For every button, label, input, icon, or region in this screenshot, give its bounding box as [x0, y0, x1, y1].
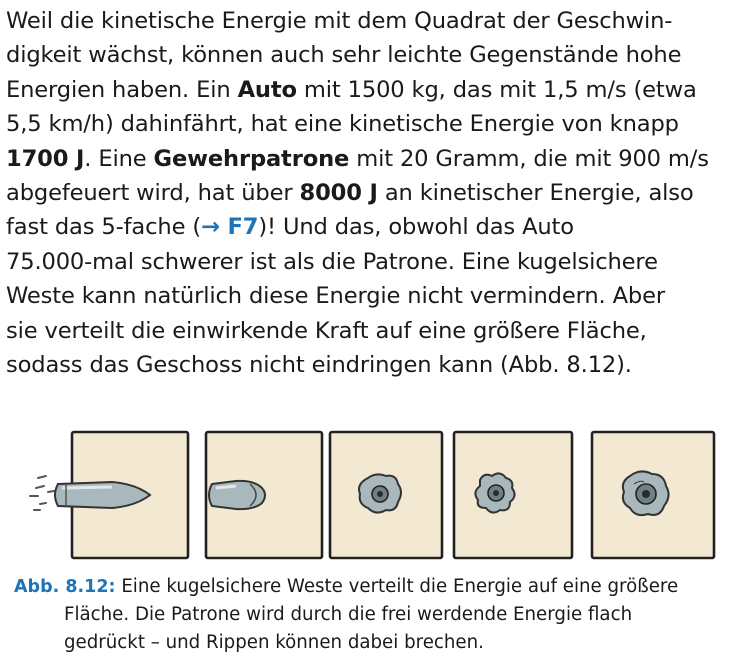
bullet-impact-illustration — [0, 418, 752, 568]
cross-reference-link[interactable]: → F7 — [201, 214, 259, 241]
text-line: 1700 J. Eine Gewehrpatrone mit 20 Gramm, die mit 900 m/s — [6, 145, 709, 172]
speed-lines — [30, 476, 54, 510]
text-line: sodass das Geschoss nicht eindringen kann (Abb. 8.12). — [6, 352, 632, 379]
text-line: Weil die kinetische Energie mit dem Quadrat der Geschwin- — [6, 8, 673, 34]
caption-line: Fläche. Die Patrone wird durch die frei werdende Energie flach — [64, 604, 633, 625]
text-line: fast das 5-fache (→ F7)! Und das, obwohl das Auto — [6, 214, 574, 241]
keyword-1700j: 1700 J — [6, 145, 85, 172]
panel-3 — [330, 432, 442, 558]
text-line: Energien haben. Ein Auto mit 1500 kg, das mit 1,5 m/s (etwa — [6, 76, 697, 103]
panel-5 — [592, 432, 714, 558]
keyword-gewehrpatrone: Gewehrpatrone — [153, 145, 350, 172]
caption-label: Abb. 8.12: — [14, 577, 116, 597]
panel-1 — [55, 432, 188, 558]
text-line: 75.000-mal schwerer ist als die Patrone. Eine kugelsichere — [6, 248, 658, 275]
body-text — [6, 4, 750, 382]
figure-caption — [14, 573, 744, 657]
keyword-auto: Auto — [237, 76, 297, 103]
flattened-bullet-icon — [359, 474, 401, 512]
flattened-bullet-icon — [623, 471, 669, 515]
text-line: abgefeuert wird, hat über 8000 J an kinetischer Energie, also — [6, 180, 694, 207]
flattened-bullet-icon — [475, 473, 514, 512]
text-line: sie verteilt die einwirkende Kraft auf eine größere Fläche, — [6, 317, 647, 344]
caption-line: gedrückt – und Rippen können dabei brechen. — [64, 632, 484, 653]
caption-line: Abb. 8.12: Eine kugelsichere Weste verteilt die Energie auf eine größere — [14, 576, 679, 597]
text-line: 5,5 km/h) dahinfährt, hat eine kinetische Energie von knapp — [6, 111, 679, 138]
panel-4 — [454, 432, 572, 558]
panel-2 — [206, 432, 322, 558]
text-line: Weste kann natürlich diese Energie nicht vermindern. Aber — [6, 283, 665, 310]
text-line: digkeit wächst, können auch sehr leichte Gegenstände hohe — [6, 42, 682, 69]
keyword-8000j: 8000 J — [299, 180, 378, 207]
bullet-deforming-icon — [209, 481, 265, 509]
